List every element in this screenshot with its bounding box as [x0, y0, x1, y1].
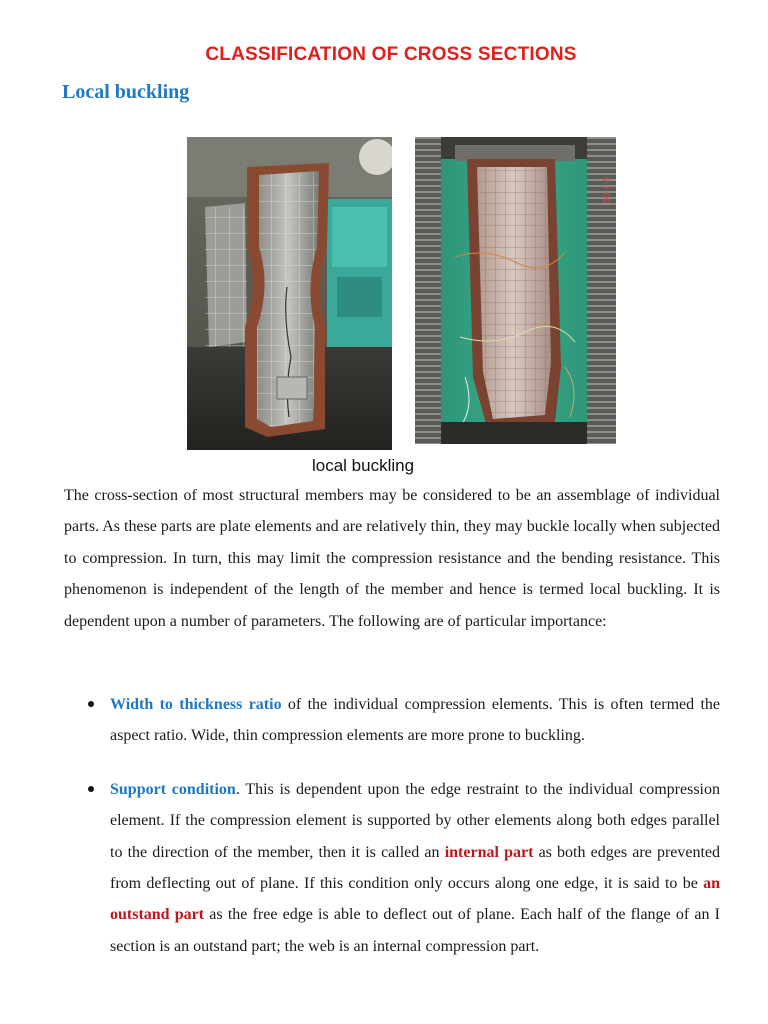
bullet-icon — [88, 786, 94, 792]
bullet-text: as both edges are prevented from deflecting out of plane. If this condition only occurs along one edge, it is said to be — [110, 843, 721, 893]
figure-caption: local buckling — [312, 456, 415, 475]
term-outstand-part: an outstand part — [110, 875, 720, 924]
buckled-column-photo-right — [415, 137, 616, 444]
bullet-text: as the free edge is able to deflect out of plane. Each half of the flange of an I section is an outstand part; the web is an internal compression part. — [110, 906, 721, 955]
term-width-to-thickness-ratio: Width to thickness ratio — [110, 696, 282, 713]
bullet-icon — [88, 701, 94, 707]
term-internal-part: internal part — [444, 843, 534, 861]
bullet-list — [110, 689, 720, 962]
bullet-text: . This is dependent upon the edge restraint to the individual compression element. If the compression element is supported by other elements along both edges parallel to the direction of the member, then it is called an — [110, 780, 720, 861]
page-title: CLASSIFICATION OF CROSS SECTIONS — [205, 44, 577, 65]
list-item — [110, 774, 720, 962]
section-heading: Local buckling — [62, 81, 190, 103]
buckled-column-photo-left — [187, 137, 392, 450]
list-item — [110, 689, 720, 752]
bullet-text: of the individual compression elements. This is often termed the aspect ratio. Wide, thin compression elements are more prone to buckling. — [110, 696, 721, 745]
term-support-condition: Support condition — [110, 780, 236, 798]
svg-text:9-1-06: 9-1-06 — [601, 177, 611, 204]
body-paragraph: The cross-section of most structural members may be considered to be an assemblage of individual parts. As these parts are plate elements and are relatively thin, they may buckle locally when subjected to compression. In turn, this may limit the compression resistance and the bending resistance. This phenomenon is independent of the length of the member and hence is termed local buckling. It is dependent upon a number of parameters. The following are of particular importance: — [64, 487, 720, 630]
